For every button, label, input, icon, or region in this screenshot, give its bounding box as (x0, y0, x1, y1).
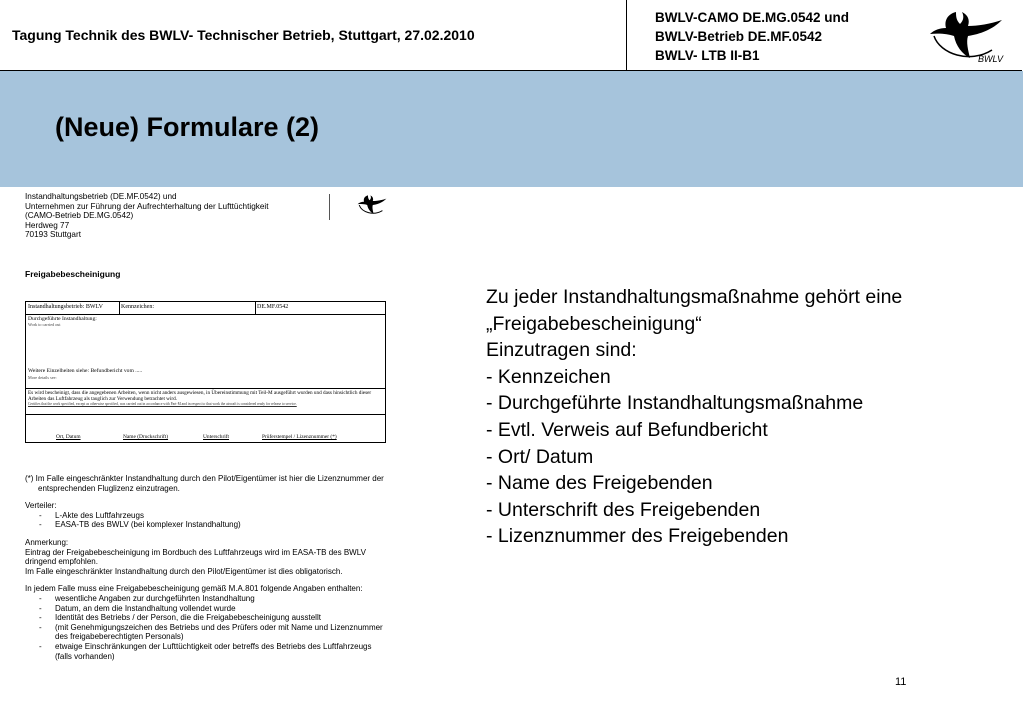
certification-text-en: Certifies that the work specified, except as otherwise specified, was carried out in accordance with Part-M and in respect to that work the aircraft is considered ready for release to service. (28, 402, 297, 406)
anmerkung-title: Anmerkung: (25, 537, 69, 547)
text-line-3: Einzutragen sind: (486, 339, 637, 362)
jedem-title: In jedem Falle muss eine Freigabebescheinigung gemäß M.A.801 folgende Angaben enthalten: (25, 584, 363, 594)
list-item: - Datum, an dem die Instandhaltung vollendet wurde (25, 604, 385, 614)
divider (119, 302, 120, 314)
document-notes (25, 474, 385, 661)
form-row-divider (26, 388, 385, 389)
sig-unterschrift: Unterschrift (203, 434, 230, 440)
form-document (22, 190, 392, 700)
sig-pruefer: Prüferstempel / Lizenznummer (*) (262, 434, 337, 440)
sig-name: Name (Druckschrift) (123, 434, 169, 440)
divider (255, 302, 256, 314)
text-line-10: - Lizenznummer des Freigebenden (486, 525, 789, 548)
form-betrieb: Instandhaltungsbetrieb: BWLV (28, 304, 103, 310)
list-item: - wesentliche Angaben zur durchgeführten Instandhaltung (25, 594, 385, 604)
slide-header (0, 0, 1022, 71)
form-title: Freigabebescheinigung (25, 269, 121, 279)
text-line-9: - Unterschrift des Freigebenden (486, 498, 761, 521)
release-certificate-form (25, 301, 386, 443)
verteiler-title: Verteiler: (25, 501, 57, 511)
list-item: - L-Akte des Luftfahrzeugs (25, 511, 385, 521)
list-item: - (mit Genehmigungszeichen des Betriebs und des Prüfers oder mit Name und Lizenznummer des freigabeberechtigten Personals) (25, 623, 385, 642)
address-line-2: Unternehmen zur Führung der Aufrechterhaltung der Lufttüchtigkeit (25, 201, 269, 211)
header-left-cell (0, 0, 627, 70)
approval-numbers (655, 8, 849, 65)
divider (329, 194, 330, 220)
sig-ort-datum: Ort, Datum (56, 434, 81, 440)
list-item: - Identität des Betriebs / der Person, die die Freigabebescheinigung ausstellt (25, 613, 385, 623)
form-row-divider (26, 414, 385, 415)
list-item: - EASA-TB des BWLV (bei komplexer Instandhaltung) (25, 520, 385, 530)
text-line-8: - Name des Freigebenden (486, 472, 713, 495)
further-details-note: More details see: (28, 374, 57, 380)
text-line-6: - Evtl. Verweis auf Befundbericht (486, 418, 768, 441)
address-line-1: Instandhaltungsbetrieb (DE.MF.0542) und (25, 192, 177, 201)
list-item: - etwaige Einschränkungen der Lufttüchtigkeit oder betreffs des Betriebs des Luftfahrzeugs (falls vorhanden) (25, 642, 385, 661)
work-performed-note: Work to carried out (28, 322, 61, 327)
text-line-2: „Freigabebescheinigung“ (486, 312, 702, 335)
address-line-3: (CAMO-Betrieb DE.MG.0542) (25, 211, 134, 221)
approval-line-2: BWLV-Betrieb DE.MF.0542 (655, 29, 823, 44)
verteiler-list (25, 511, 385, 530)
page-number: 11 (895, 676, 907, 688)
text-line-1: Zu jeder Instandhaltungsmaßnahme gehört eine (486, 286, 903, 308)
conference-title: Tagung Technik des BWLV- Technischer Betrieb, Stuttgart, 27.02.2010 (12, 27, 475, 43)
document-address (25, 192, 269, 240)
approval-line-3: BWLV- LTB II-B1 (655, 48, 760, 63)
address-line-5: 70193 Stuttgart (25, 230, 81, 240)
jedem-list (25, 594, 385, 661)
text-line-5: - Durchgeführte Instandhaltungsmaßnahme (486, 392, 864, 415)
approval-line-1: BWLV-CAMO DE.MG.0542 und (655, 10, 850, 25)
text-line-4: - Kennzeichen (486, 365, 611, 388)
address-line-4: Herdweg 77 (25, 220, 70, 230)
certification-text: Es wird bescheinigt, dass die angegebenen Arbeiten, wenn nicht anders ausgewiesen, in Übereinstimmung mit Teil-M ausgeführt wurden und dass hinsichtlich dieser Arbeiten das Luftfahrzeug als tauglich zur Verwendung betrachtet wird. (28, 390, 372, 402)
text-line-7: - Ort/ Datum (486, 445, 594, 468)
form-work-performed (28, 316, 97, 328)
anmerkung-1: Eintrag der Freigabebescheinigung im Bordbuch des Luftfahrzeugs wird im EASA-TB des BWLV dringend empfohlen. (25, 547, 366, 567)
footnote: (*) Im Falle eingeschränkter Instandhaltung durch den Pilot/Eigentümer ist hier die Lizenznummer der entsprechenden Fluglizenz einzutragen. (25, 474, 384, 493)
form-number: DE.MF.0542 (257, 304, 289, 310)
explanation-text (486, 284, 902, 550)
work-performed-label: Durchgeführte Instandhaltung: (28, 316, 97, 322)
anmerkung-2: Im Falle eingeschränkter Instandhaltung durch den Pilot/Eigentümer ist dies obligatorisch. (25, 566, 343, 576)
form-further-details (28, 368, 142, 381)
slide-title: (Neue) Formulare (2) (55, 112, 320, 142)
bwlv-logo (926, 6, 1006, 66)
logo-lettering: BWLV (978, 54, 1004, 64)
form-certification (28, 390, 384, 406)
form-kennzeichen: Kennzeichen: (121, 304, 154, 310)
further-details-label: Weitere Einzelheiten siehe: Befundbericht vom ..... (28, 368, 143, 374)
bwlv-logo-small (356, 192, 388, 218)
